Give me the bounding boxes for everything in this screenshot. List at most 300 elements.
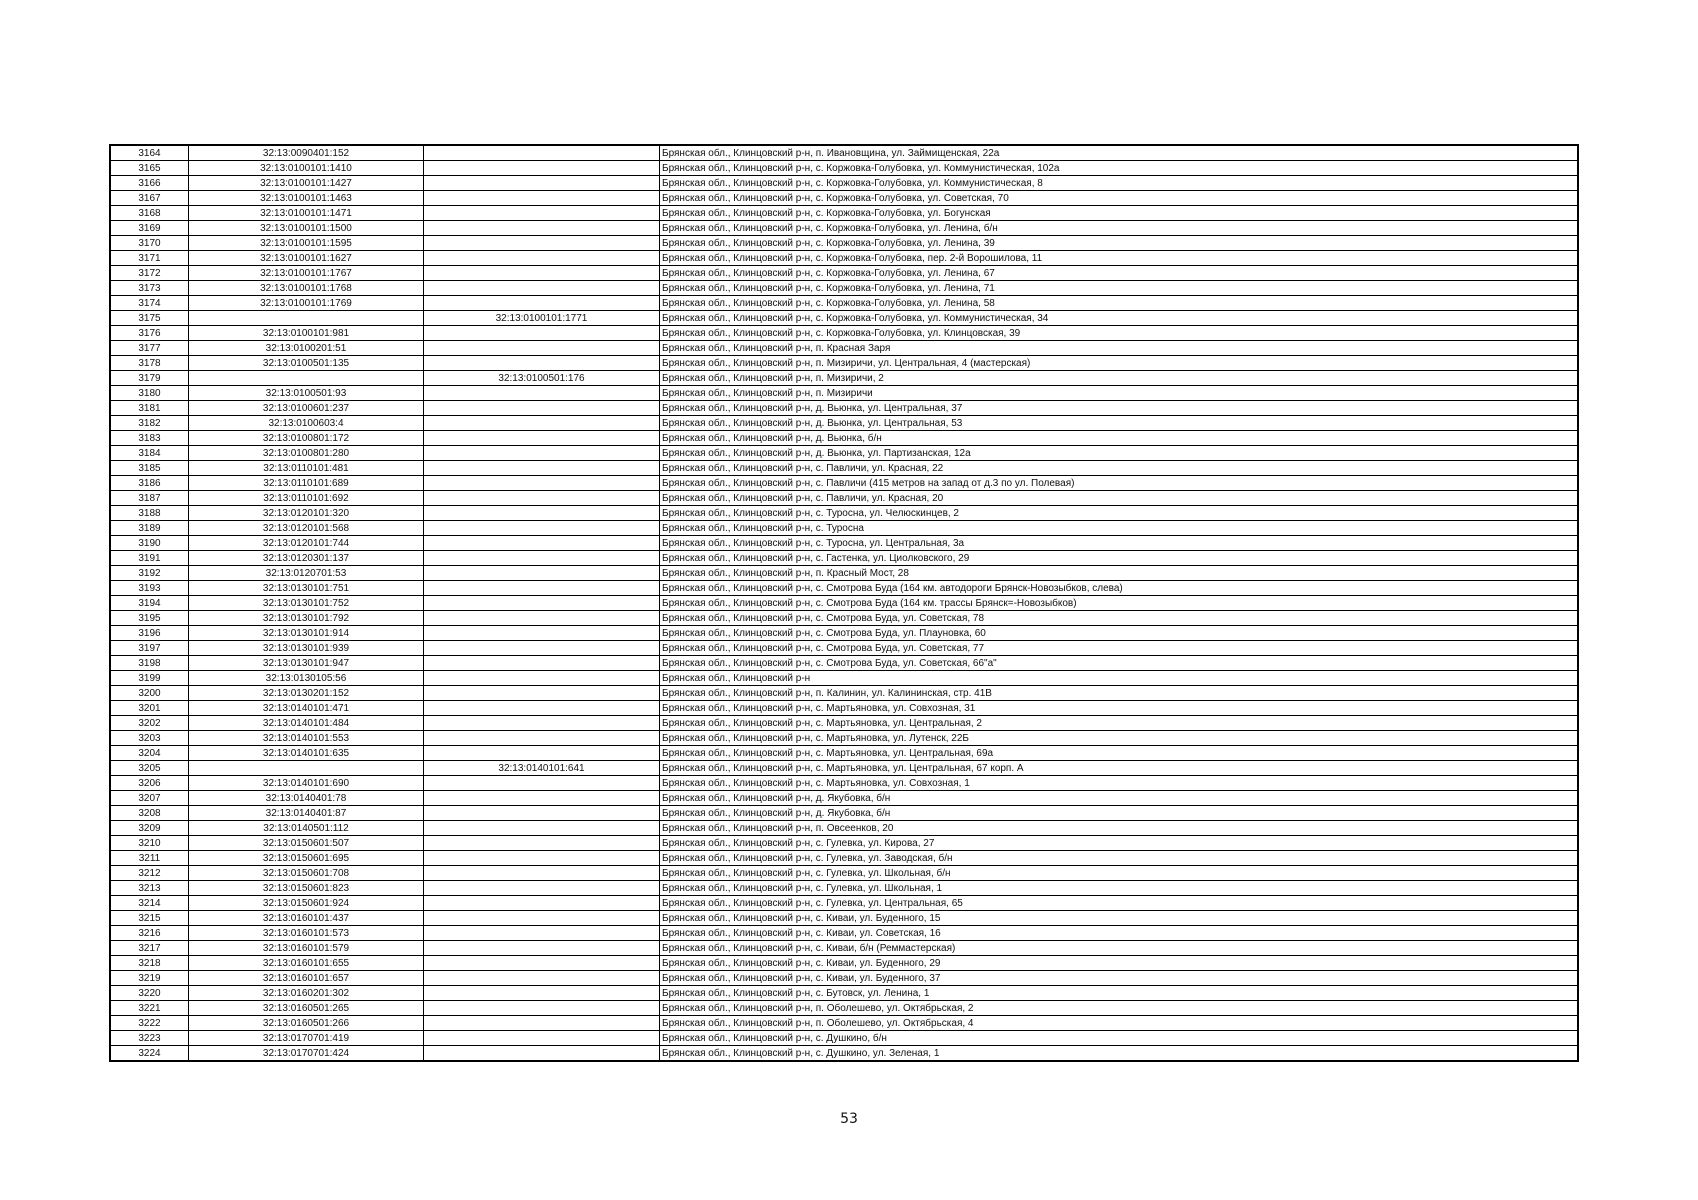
cadastral-number-alt-cell xyxy=(424,446,660,461)
cadastral-number-cell: 32:13:0100101:1768 xyxy=(189,281,424,296)
row-number-cell: 3185 xyxy=(110,461,189,476)
address-cell: Брянская обл., Клинцовский р-н, с. Мартьяновка, ул. Совхозная, 1 xyxy=(660,776,1579,791)
table-row xyxy=(110,236,1578,251)
row-number-cell: 3189 xyxy=(110,521,189,536)
row-number-cell: 3178 xyxy=(110,356,189,371)
address-cell: Брянская обл., Клинцовский р-н, с. Коржовка-Голубовка, пер. 2-й Ворошилова, 11 xyxy=(660,251,1579,266)
address-cell: Брянская обл., Клинцовский р-н, с. Мартьяновка, ул. Совхозная, 31 xyxy=(660,701,1579,716)
table-row xyxy=(110,491,1578,506)
address-cell: Брянская обл., Клинцовский р-н, п. Мизиричи, ул. Центральная, 4 (мастерская) xyxy=(660,356,1579,371)
address-cell: Брянская обл., Клинцовский р-н, с. Смотрова Буда (164 км. автодороги Брянск-Новозыбков, слева) xyxy=(660,581,1579,596)
table-row xyxy=(110,731,1578,746)
address-cell: Брянская обл., Клинцовский р-н, с. Киваи, ул. Буденного, 29 xyxy=(660,956,1579,971)
table-row xyxy=(110,461,1578,476)
table-row xyxy=(110,671,1578,686)
table-row xyxy=(110,956,1578,971)
cadastral-number-cell: 32:13:0100101:1500 xyxy=(189,221,424,236)
cadastral-number-cell: 32:13:0100101:1627 xyxy=(189,251,424,266)
cadastral-number-alt-cell xyxy=(424,626,660,641)
cadastral-number-alt-cell: 32:13:0100501:176 xyxy=(424,371,660,386)
registry-table-body xyxy=(110,145,1578,1061)
cadastral-number-cell: 32:13:0120701:53 xyxy=(189,566,424,581)
row-number-cell: 3179 xyxy=(110,371,189,386)
cadastral-number-cell: 32:13:0140101:635 xyxy=(189,746,424,761)
cadastral-number-cell: 32:13:0160201:302 xyxy=(189,986,424,1001)
cadastral-number-cell: 32:13:0100501:93 xyxy=(189,386,424,401)
table-row xyxy=(110,326,1578,341)
address-cell: Брянская обл., Клинцовский р-н, с. Коржовка-Голубовка, ул. Клинцовская, 39 xyxy=(660,326,1579,341)
row-number-cell: 3184 xyxy=(110,446,189,461)
cadastral-number-alt-cell xyxy=(424,296,660,311)
row-number-cell: 3206 xyxy=(110,776,189,791)
row-number-cell: 3205 xyxy=(110,761,189,776)
cadastral-number-alt-cell xyxy=(424,941,660,956)
cadastral-number-alt-cell xyxy=(424,1016,660,1031)
cadastral-number-cell: 32:13:0140101:471 xyxy=(189,701,424,716)
cadastral-number-alt-cell xyxy=(424,656,660,671)
cadastral-number-alt-cell xyxy=(424,491,660,506)
table-row xyxy=(110,401,1578,416)
table-row xyxy=(110,296,1578,311)
table-row xyxy=(110,1046,1578,1062)
cadastral-number-alt-cell xyxy=(424,176,660,191)
cadastral-number-alt-cell: 32:13:0140101:641 xyxy=(424,761,660,776)
cadastral-number-alt-cell xyxy=(424,791,660,806)
table-row xyxy=(110,941,1578,956)
row-number-cell: 3192 xyxy=(110,566,189,581)
table-row xyxy=(110,926,1578,941)
table-row xyxy=(110,1031,1578,1046)
cadastral-number-alt-cell xyxy=(424,476,660,491)
cadastral-number-alt-cell xyxy=(424,266,660,281)
row-number-cell: 3219 xyxy=(110,971,189,986)
cadastral-number-alt-cell xyxy=(424,701,660,716)
cadastral-number-alt-cell xyxy=(424,161,660,176)
row-number-cell: 3218 xyxy=(110,956,189,971)
cadastral-number-cell: 32:13:0120101:568 xyxy=(189,521,424,536)
row-number-cell: 3223 xyxy=(110,1031,189,1046)
address-cell: Брянская обл., Клинцовский р-н, с. Бутовск, ул. Ленина, 1 xyxy=(660,986,1579,1001)
table-row xyxy=(110,626,1578,641)
row-number-cell: 3170 xyxy=(110,236,189,251)
cadastral-number-cell: 32:13:0130201:152 xyxy=(189,686,424,701)
table-row xyxy=(110,206,1578,221)
address-cell: Брянская обл., Клинцовский р-н, с. Павличи (415 метров на запад от д.3 по ул. Полевая) xyxy=(660,476,1579,491)
cadastral-number-alt-cell xyxy=(424,956,660,971)
table-row xyxy=(110,1001,1578,1016)
cadastral-number-cell: 32:13:0100801:280 xyxy=(189,446,424,461)
cadastral-number-alt-cell xyxy=(424,971,660,986)
row-number-cell: 3217 xyxy=(110,941,189,956)
table-row xyxy=(110,476,1578,491)
row-number-cell: 3212 xyxy=(110,866,189,881)
row-number-cell: 3220 xyxy=(110,986,189,1001)
row-number-cell: 3180 xyxy=(110,386,189,401)
row-number-cell: 3200 xyxy=(110,686,189,701)
table-row xyxy=(110,836,1578,851)
cadastral-number-cell: 32:13:0100101:1463 xyxy=(189,191,424,206)
table-row xyxy=(110,431,1578,446)
cadastral-number-cell: 32:13:0150601:823 xyxy=(189,881,424,896)
address-cell: Брянская обл., Клинцовский р-н, п. Овсеенков, 20 xyxy=(660,821,1579,836)
address-cell: Брянская обл., Клинцовский р-н, с. Киваи, ул. Буденного, 37 xyxy=(660,971,1579,986)
cadastral-number-cell: 32:13:0120101:320 xyxy=(189,506,424,521)
cadastral-number-cell: 32:13:0130101:751 xyxy=(189,581,424,596)
table-row xyxy=(110,806,1578,821)
row-number-cell: 3177 xyxy=(110,341,189,356)
address-cell: Брянская обл., Клинцовский р-н, с. Гулевка, ул. Заводская, б/н xyxy=(660,851,1579,866)
cadastral-number-alt-cell xyxy=(424,821,660,836)
cadastral-number-alt-cell xyxy=(424,341,660,356)
row-number-cell: 3197 xyxy=(110,641,189,656)
cadastral-number-alt-cell xyxy=(424,746,660,761)
table-row xyxy=(110,596,1578,611)
cadastral-number-cell: 32:13:0170701:419 xyxy=(189,1031,424,1046)
address-cell: Брянская обл., Клинцовский р-н, с. Гастенка, ул. Циолковского, 29 xyxy=(660,551,1579,566)
cadastral-number-alt-cell: 32:13:0100101:1771 xyxy=(424,311,660,326)
page-number: 53 xyxy=(840,1111,858,1127)
row-number-cell: 3211 xyxy=(110,851,189,866)
row-number-cell: 3199 xyxy=(110,671,189,686)
cadastral-number-cell xyxy=(189,371,424,386)
cadastral-number-cell: 32:13:0100101:1767 xyxy=(189,266,424,281)
address-cell: Брянская обл., Клинцовский р-н, д. Вьюнка, ул. Центральная, 53 xyxy=(660,416,1579,431)
table-row xyxy=(110,821,1578,836)
table-row xyxy=(110,191,1578,206)
cadastral-number-cell: 32:13:0140101:484 xyxy=(189,716,424,731)
row-number-cell: 3202 xyxy=(110,716,189,731)
table-row xyxy=(110,911,1578,926)
address-cell: Брянская обл., Клинцовский р-н, п. Мизиричи xyxy=(660,386,1579,401)
table-row xyxy=(110,266,1578,281)
cadastral-number-alt-cell xyxy=(424,506,660,521)
table-row xyxy=(110,506,1578,521)
cadastral-number-cell: 32:13:0100201:51 xyxy=(189,341,424,356)
cadastral-number-cell: 32:13:0160101:579 xyxy=(189,941,424,956)
row-number-cell: 3172 xyxy=(110,266,189,281)
cadastral-number-alt-cell xyxy=(424,881,660,896)
cadastral-number-alt-cell xyxy=(424,551,660,566)
row-number-cell: 3176 xyxy=(110,326,189,341)
table-row xyxy=(110,281,1578,296)
table-row xyxy=(110,161,1578,176)
address-cell: Брянская обл., Клинцовский р-н, с. Павличи, ул. Красная, 20 xyxy=(660,491,1579,506)
address-cell: Брянская обл., Клинцовский р-н, с. Коржовка-Голубовка, ул. Советская, 70 xyxy=(660,191,1579,206)
table-row xyxy=(110,221,1578,236)
row-number-cell: 3175 xyxy=(110,311,189,326)
address-cell: Брянская обл., Клинцовский р-н, с. Коржовка-Голубовка, ул. Ленина, 39 xyxy=(660,236,1579,251)
cadastral-number-cell: 32:13:0130101:947 xyxy=(189,656,424,671)
cadastral-number-alt-cell xyxy=(424,896,660,911)
row-number-cell: 3203 xyxy=(110,731,189,746)
table-row xyxy=(110,1016,1578,1031)
cadastral-number-alt-cell xyxy=(424,401,660,416)
table-row xyxy=(110,521,1578,536)
cadastral-number-cell: 32:13:0090401:152 xyxy=(189,145,424,161)
cadastral-number-cell: 32:13:0130101:914 xyxy=(189,626,424,641)
cadastral-number-cell xyxy=(189,311,424,326)
cadastral-number-alt-cell xyxy=(424,1001,660,1016)
cadastral-number-cell: 32:13:0170701:424 xyxy=(189,1046,424,1062)
table-row xyxy=(110,776,1578,791)
cadastral-number-cell: 32:13:0100101:1427 xyxy=(189,176,424,191)
cadastral-number-cell: 32:13:0100101:1595 xyxy=(189,236,424,251)
cadastral-number-alt-cell xyxy=(424,866,660,881)
cadastral-number-cell: 32:13:0160101:655 xyxy=(189,956,424,971)
table-row xyxy=(110,761,1578,776)
address-cell: Брянская обл., Клинцовский р-н, с. Мартьяновка, ул. Центральная, 69а xyxy=(660,746,1579,761)
row-number-cell: 3188 xyxy=(110,506,189,521)
address-cell: Брянская обл., Клинцовский р-н, с. Киваи, ул. Советская, 16 xyxy=(660,926,1579,941)
cadastral-number-cell: 32:13:0110101:689 xyxy=(189,476,424,491)
cadastral-number-alt-cell xyxy=(424,641,660,656)
address-cell: Брянская обл., Клинцовский р-н, с. Душкино, б/н xyxy=(660,1031,1579,1046)
cadastral-number-alt-cell xyxy=(424,416,660,431)
cadastral-number-cell: 32:13:0140501:112 xyxy=(189,821,424,836)
cadastral-number-alt-cell xyxy=(424,145,660,161)
address-cell: Брянская обл., Клинцовский р-н, д. Вьюнка, ул. Центральная, 37 xyxy=(660,401,1579,416)
cadastral-number-cell: 32:13:0150601:695 xyxy=(189,851,424,866)
table-row xyxy=(110,371,1578,386)
registry-sheet xyxy=(109,144,1579,1062)
row-number-cell: 3214 xyxy=(110,896,189,911)
row-number-cell: 3224 xyxy=(110,1046,189,1062)
address-cell: Брянская обл., Клинцовский р-н, с. Киваи, ул. Буденного, 15 xyxy=(660,911,1579,926)
row-number-cell: 3182 xyxy=(110,416,189,431)
address-cell: Брянская обл., Клинцовский р-н, п. Красный Мост, 28 xyxy=(660,566,1579,581)
table-row xyxy=(110,986,1578,1001)
row-number-cell: 3167 xyxy=(110,191,189,206)
address-cell: Брянская обл., Клинцовский р-н, д. Вьюнка, б/н xyxy=(660,431,1579,446)
cadastral-number-alt-cell xyxy=(424,281,660,296)
table-row xyxy=(110,851,1578,866)
address-cell: Брянская обл., Клинцовский р-н, с. Гулевка, ул. Школьная, 1 xyxy=(660,881,1579,896)
row-number-cell: 3204 xyxy=(110,746,189,761)
cadastral-number-cell: 32:13:0100101:1769 xyxy=(189,296,424,311)
row-number-cell: 3190 xyxy=(110,536,189,551)
address-cell: Брянская обл., Клинцовский р-н, с. Мартьяновка, ул. Центральная, 67 корп. А xyxy=(660,761,1579,776)
address-cell: Брянская обл., Клинцовский р-н, с. Гулевка, ул. Школьная, б/н xyxy=(660,866,1579,881)
cadastral-number-alt-cell xyxy=(424,251,660,266)
address-cell: Брянская обл., Клинцовский р-н, с. Коржовка-Голубовка, ул. Коммунистическая, 8 xyxy=(660,176,1579,191)
table-row xyxy=(110,176,1578,191)
cadastral-number-cell: 32:13:0100101:981 xyxy=(189,326,424,341)
row-number-cell: 3198 xyxy=(110,656,189,671)
row-number-cell: 3221 xyxy=(110,1001,189,1016)
cadastral-number-alt-cell xyxy=(424,911,660,926)
table-row xyxy=(110,686,1578,701)
table-row xyxy=(110,971,1578,986)
cadastral-number-cell: 32:13:0120301:137 xyxy=(189,551,424,566)
cadastral-number-alt-cell xyxy=(424,611,660,626)
table-row xyxy=(110,551,1578,566)
address-cell: Брянская обл., Клинцовский р-н, с. Туросна xyxy=(660,521,1579,536)
address-cell: Брянская обл., Клинцовский р-н xyxy=(660,671,1579,686)
table-row xyxy=(110,145,1578,161)
cadastral-number-alt-cell xyxy=(424,521,660,536)
address-cell: Брянская обл., Клинцовский р-н, с. Киваи, б/н (Реммастерская) xyxy=(660,941,1579,956)
address-cell: Брянская обл., Клинцовский р-н, с. Смотрова Буда, ул. Советская, 77 xyxy=(660,641,1579,656)
cadastral-number-alt-cell xyxy=(424,236,660,251)
cadastral-number-alt-cell xyxy=(424,386,660,401)
cadastral-number-alt-cell xyxy=(424,461,660,476)
address-cell: Брянская обл., Клинцовский р-н, с. Смотрова Буда, ул. Плауновка, 60 xyxy=(660,626,1579,641)
cadastral-number-cell: 32:13:0100801:172 xyxy=(189,431,424,446)
cadastral-number-alt-cell xyxy=(424,686,660,701)
row-number-cell: 3186 xyxy=(110,476,189,491)
address-cell: Брянская обл., Клинцовский р-н, д. Якубовка, б/н xyxy=(660,791,1579,806)
cadastral-number-cell: 32:13:0140101:690 xyxy=(189,776,424,791)
address-cell: Брянская обл., Клинцовский р-н, п. Оболешево, ул. Октябрьская, 2 xyxy=(660,1001,1579,1016)
table-row xyxy=(110,356,1578,371)
property-registry-table xyxy=(109,144,1579,1062)
row-number-cell: 3196 xyxy=(110,626,189,641)
cadastral-number-alt-cell xyxy=(424,851,660,866)
cadastral-number-cell: 32:13:0150601:924 xyxy=(189,896,424,911)
row-number-cell: 3216 xyxy=(110,926,189,941)
table-row xyxy=(110,251,1578,266)
cadastral-number-cell: 32:13:0160101:573 xyxy=(189,926,424,941)
cadastral-number-cell: 32:13:0130101:939 xyxy=(189,641,424,656)
row-number-cell: 3208 xyxy=(110,806,189,821)
row-number-cell: 3174 xyxy=(110,296,189,311)
cadastral-number-alt-cell xyxy=(424,806,660,821)
table-row xyxy=(110,536,1578,551)
cadastral-number-alt-cell xyxy=(424,671,660,686)
cadastral-number-alt-cell xyxy=(424,986,660,1001)
cadastral-number-alt-cell xyxy=(424,581,660,596)
address-cell: Брянская обл., Клинцовский р-н, с. Смотрова Буда, ул. Советская, 66"а" xyxy=(660,656,1579,671)
cadastral-number-alt-cell xyxy=(424,731,660,746)
table-row xyxy=(110,611,1578,626)
row-number-cell: 3187 xyxy=(110,491,189,506)
cadastral-number-cell: 32:13:0100601:237 xyxy=(189,401,424,416)
cadastral-number-cell: 32:13:0110101:692 xyxy=(189,491,424,506)
row-number-cell: 3194 xyxy=(110,596,189,611)
cadastral-number-alt-cell xyxy=(424,926,660,941)
table-row xyxy=(110,566,1578,581)
cadastral-number-cell: 32:13:0130101:752 xyxy=(189,596,424,611)
row-number-cell: 3215 xyxy=(110,911,189,926)
cadastral-number-alt-cell xyxy=(424,431,660,446)
table-row xyxy=(110,791,1578,806)
address-cell: Брянская обл., Клинцовский р-н, с. Гулевка, ул. Кирова, 27 xyxy=(660,836,1579,851)
cadastral-number-cell: 32:13:0100501:135 xyxy=(189,356,424,371)
address-cell: Брянская обл., Клинцовский р-н, д. Якубовка, б/н xyxy=(660,806,1579,821)
row-number-cell: 3209 xyxy=(110,821,189,836)
cadastral-number-cell: 32:13:0150601:708 xyxy=(189,866,424,881)
cadastral-number-alt-cell xyxy=(424,1046,660,1062)
address-cell: Брянская обл., Клинцовский р-н, с. Смотрова Буда (164 км. трассы Брянск=-Новозыбков) xyxy=(660,596,1579,611)
address-cell: Брянская обл., Клинцовский р-н, д. Вьюнка, ул. Партизанская, 12а xyxy=(660,446,1579,461)
row-number-cell: 3171 xyxy=(110,251,189,266)
cadastral-number-alt-cell xyxy=(424,776,660,791)
row-number-cell: 3181 xyxy=(110,401,189,416)
cadastral-number-cell: 32:13:0160101:437 xyxy=(189,911,424,926)
address-cell: Брянская обл., Клинцовский р-н, с. Коржовка-Голубовка, ул. Коммунистическая, 102а xyxy=(660,161,1579,176)
table-row xyxy=(110,386,1578,401)
table-row xyxy=(110,656,1578,671)
address-cell: Брянская обл., Клинцовский р-н, с. Коржовка-Голубовка, ул. Коммунистическая, 34 xyxy=(660,311,1579,326)
address-cell: Брянская обл., Клинцовский р-н, с. Туросна, ул. Челюскинцев, 2 xyxy=(660,506,1579,521)
table-row xyxy=(110,581,1578,596)
address-cell: Брянская обл., Клинцовский р-н, с. Смотрова Буда, ул. Советская, 78 xyxy=(660,611,1579,626)
address-cell: Брянская обл., Клинцовский р-н, с. Коржовка-Голубовка, ул. Ленина, 58 xyxy=(660,296,1579,311)
address-cell: Брянская обл., Клинцовский р-н, п. Оболешево, ул. Октябрьская, 4 xyxy=(660,1016,1579,1031)
cadastral-number-cell: 32:13:0130105:56 xyxy=(189,671,424,686)
table-row xyxy=(110,641,1578,656)
cadastral-number-alt-cell xyxy=(424,596,660,611)
address-cell: Брянская обл., Клинцовский р-н, с. Мартьяновка, ул. Лутенск, 22Б xyxy=(660,731,1579,746)
address-cell: Брянская обл., Клинцовский р-н, с. Гулевка, ул. Центральная, 65 xyxy=(660,896,1579,911)
table-row xyxy=(110,896,1578,911)
address-cell: Брянская обл., Клинцовский р-н, с. Коржовка-Голубовка, ул. Ленина, 71 xyxy=(660,281,1579,296)
row-number-cell: 3166 xyxy=(110,176,189,191)
table-row xyxy=(110,881,1578,896)
cadastral-number-cell: 32:13:0140401:87 xyxy=(189,806,424,821)
row-number-cell: 3173 xyxy=(110,281,189,296)
address-cell: Брянская обл., Клинцовский р-н, с. Туросна, ул. Центральная, 3а xyxy=(660,536,1579,551)
cadastral-number-cell: 32:13:0100101:1471 xyxy=(189,206,424,221)
row-number-cell: 3183 xyxy=(110,431,189,446)
cadastral-number-alt-cell xyxy=(424,836,660,851)
cadastral-number-cell: 32:13:0160501:265 xyxy=(189,1001,424,1016)
cadastral-number-alt-cell xyxy=(424,536,660,551)
row-number-cell: 3164 xyxy=(110,145,189,161)
cadastral-number-alt-cell xyxy=(424,326,660,341)
address-cell: Брянская обл., Клинцовский р-н, с. Мартьяновка, ул. Центральная, 2 xyxy=(660,716,1579,731)
table-row xyxy=(110,311,1578,326)
cadastral-number-alt-cell xyxy=(424,566,660,581)
cadastral-number-alt-cell xyxy=(424,191,660,206)
address-cell: Брянская обл., Клинцовский р-н, п. Мизиричи, 2 xyxy=(660,371,1579,386)
cadastral-number-cell: 32:13:0110101:481 xyxy=(189,461,424,476)
address-cell: Брянская обл., Клинцовский р-н, п. Красная Заря xyxy=(660,341,1579,356)
row-number-cell: 3213 xyxy=(110,881,189,896)
row-number-cell: 3165 xyxy=(110,161,189,176)
table-row xyxy=(110,701,1578,716)
row-number-cell: 3191 xyxy=(110,551,189,566)
address-cell: Брянская обл., Клинцовский р-н, с. Коржовка-Голубовка, ул. Богунская xyxy=(660,206,1579,221)
cadastral-number-alt-cell xyxy=(424,221,660,236)
cadastral-number-cell: 32:13:0130101:792 xyxy=(189,611,424,626)
cadastral-number-cell: 32:13:0120101:744 xyxy=(189,536,424,551)
table-row xyxy=(110,446,1578,461)
row-number-cell: 3207 xyxy=(110,791,189,806)
cadastral-number-cell: 32:13:0150601:507 xyxy=(189,836,424,851)
row-number-cell: 3169 xyxy=(110,221,189,236)
cadastral-number-alt-cell xyxy=(424,1031,660,1046)
row-number-cell: 3210 xyxy=(110,836,189,851)
cadastral-number-alt-cell xyxy=(424,206,660,221)
cadastral-number-alt-cell xyxy=(424,716,660,731)
row-number-cell: 3193 xyxy=(110,581,189,596)
address-cell: Брянская обл., Клинцовский р-н, с. Коржовка-Голубовка, ул. Ленина, б/н xyxy=(660,221,1579,236)
cadastral-number-cell: 32:13:0140401:78 xyxy=(189,791,424,806)
address-cell: Брянская обл., Клинцовский р-н, п. Ивановщина, ул. Займищенская, 22а xyxy=(660,145,1579,161)
address-cell: Брянская обл., Клинцовский р-н, с. Душкино, ул. Зеленая, 1 xyxy=(660,1046,1579,1062)
table-row xyxy=(110,341,1578,356)
table-row xyxy=(110,416,1578,431)
row-number-cell: 3201 xyxy=(110,701,189,716)
table-row xyxy=(110,716,1578,731)
address-cell: Брянская обл., Клинцовский р-н, с. Коржовка-Голубовка, ул. Ленина, 67 xyxy=(660,266,1579,281)
cadastral-number-cell: 32:13:0140101:553 xyxy=(189,731,424,746)
cadastral-number-alt-cell xyxy=(424,356,660,371)
row-number-cell: 3195 xyxy=(110,611,189,626)
cadastral-number-cell: 32:13:0160101:657 xyxy=(189,971,424,986)
address-cell: Брянская обл., Клинцовский р-н, с. Павличи, ул. Красная, 22 xyxy=(660,461,1579,476)
